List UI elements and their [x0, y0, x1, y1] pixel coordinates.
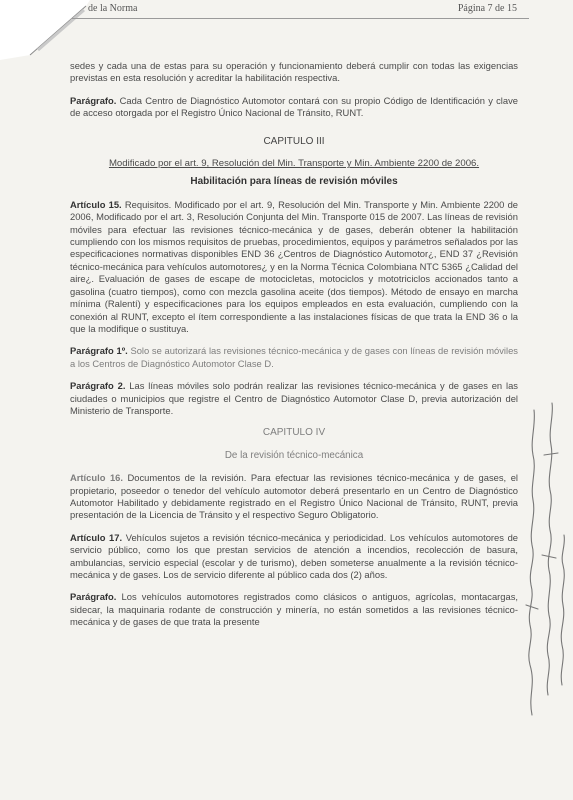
chapter-iii-modification-link[interactable]: Modificado por el art. 9, Resolución del Min. Transporte y Min. Ambiente 2200 de 2006. — [108, 158, 480, 170]
chapter-iii-title: CAPITULO III — [263, 135, 325, 147]
paragrafo-3 — [70, 591, 518, 628]
article-16-text: Documentos de la revisión. Para efectuar las revisiones técnico-mecánica y de gases, el propietario, poseedor o tenedor del vehículo automotor deberá presentarlo en un Centro de Diagnóstico Automotor Habilitado y debidamente registrado en el Registro Único Nacional de Tránsito, RUNT, previa presentación de la Licencia de Tránsito y el respectivo Seguro Obligatorio. — [70, 472, 518, 521]
paragrafo-2-text: Las líneas móviles solo podrán realizar las revisiones técnico-mecánica y de gases en las ciudades o municipios que registre el Centro de Diagnóstico Automotor Clase D, previa autorización del Ministerio de Transporte. — [70, 380, 518, 416]
article-15-label: Artículo 15. — [70, 198, 122, 210]
handwritten-annotation — [518, 395, 568, 725]
paragrafo-1-label: Parágrafo 1º. — [70, 345, 128, 357]
header-title: de la Norma — [88, 3, 138, 14]
article-16 — [70, 472, 518, 522]
paragrafo-3-label: Parágrafo. — [70, 591, 117, 603]
paragrafo-label: Parágrafo. — [70, 94, 117, 106]
article-17-label: Artículo 17. — [70, 531, 123, 543]
article-17-text: Vehículos sujetos a revisión técnico-mecánica y periodicidad. Los vehículos automotores de servicio público, como los que prestan servicios de atención a incendios, recolección de basura, ambulancias, servicio especial (escolar y de turismo), deben someterse anualmente a la revisión técnico-mecánica y de gases. Los de servicio diferente al público cada dos (2) años. — [70, 531, 518, 580]
document-body — [70, 60, 518, 629]
article-15 — [70, 199, 518, 335]
paragrafo-2 — [70, 380, 518, 417]
intro-paragraph: sedes y cada una de estas para su operación y funcionamiento deberá cumplir con todas las exigencias previstas en esta resolución y acreditar la habilitación respectiva. — [70, 60, 518, 84]
paragrafo-1 — [70, 345, 518, 370]
paragrafo-text: Cada Centro de Diagnóstico Automotor contará con su propio Código de Identificación y clave de acceso otorgada por el Registro Único Nacional de Tránsito, RUNT. — [70, 94, 518, 119]
page-corner-fold — [0, 0, 90, 60]
paragrafo-1-text: Solo se autorizará las revisiones técnico-mecánica y de gases con líneas de revisión móviles a los Centros de Diagnóstico Automotor Clase D. — [70, 345, 518, 369]
chapter-iii-subtitle: Habilitación para líneas de revisión móviles — [190, 176, 398, 188]
article-16-label: Artículo 16. — [70, 472, 123, 484]
article-17 — [70, 532, 518, 582]
article-15-text: Requisitos. Modificado por el art. 9, Resolución del Min. Transporte y Min. Ambiente 2200 de 2006, Modificado por el art. 3, Resolución Conjunta del Min. Transporte 015 de 2007. Las líneas de revisión móviles para efectuar las revisiones técnico-mecánica y de gases, deberán obtener la habilitación cumpliendo con los mismos requisitos de pruebas, procedimientos, equipos y parámetros señalados por las especificaciones normativas disponibles END 36 ¿Centros de Diagnóstico Automotor¿, END 37 ¿Revisión técnico-mecánica para vehículos automotores¿ y en la Norma Técnica Colombiana NTC 5365 ¿Calidad del aire¿. Evaluación de gases de escape de motocicletas, motociclos y mototriciclos accionados tanto a gasolina (cuatro tiempos), como con mezcla gasolina aceite (dos tiempos). Método de ensayo en marcha mínima (Ralentí) y especificaciones para los equipos empleados en esta evaluación, cumpliendo con la conexión al RUNT, excepto el ítem correspondiente a las instalaciones físicas de que trata la END 36 o la que la modifique o sustituya. — [70, 198, 518, 334]
header-divider — [72, 18, 529, 19]
paragrafo-3-text: Los vehículos automotores registrados como clásicos o antiguos, agrícolas, montacargas, sidecar, la maquinaria rodante de construcción y minería, no están sometidos a las revisiones técnico-mecánica y de gases de que trata la presente — [70, 591, 518, 628]
page-number: Página 7 de 15 — [457, 3, 517, 14]
chapter-iv-title: CAPITULO IV — [262, 427, 326, 439]
paragrafo-codigo — [70, 95, 518, 120]
chapter-iv-subtitle: De la revisión técnico-mecánica — [224, 449, 364, 461]
paragrafo-2-label: Parágrafo 2. — [70, 380, 126, 392]
